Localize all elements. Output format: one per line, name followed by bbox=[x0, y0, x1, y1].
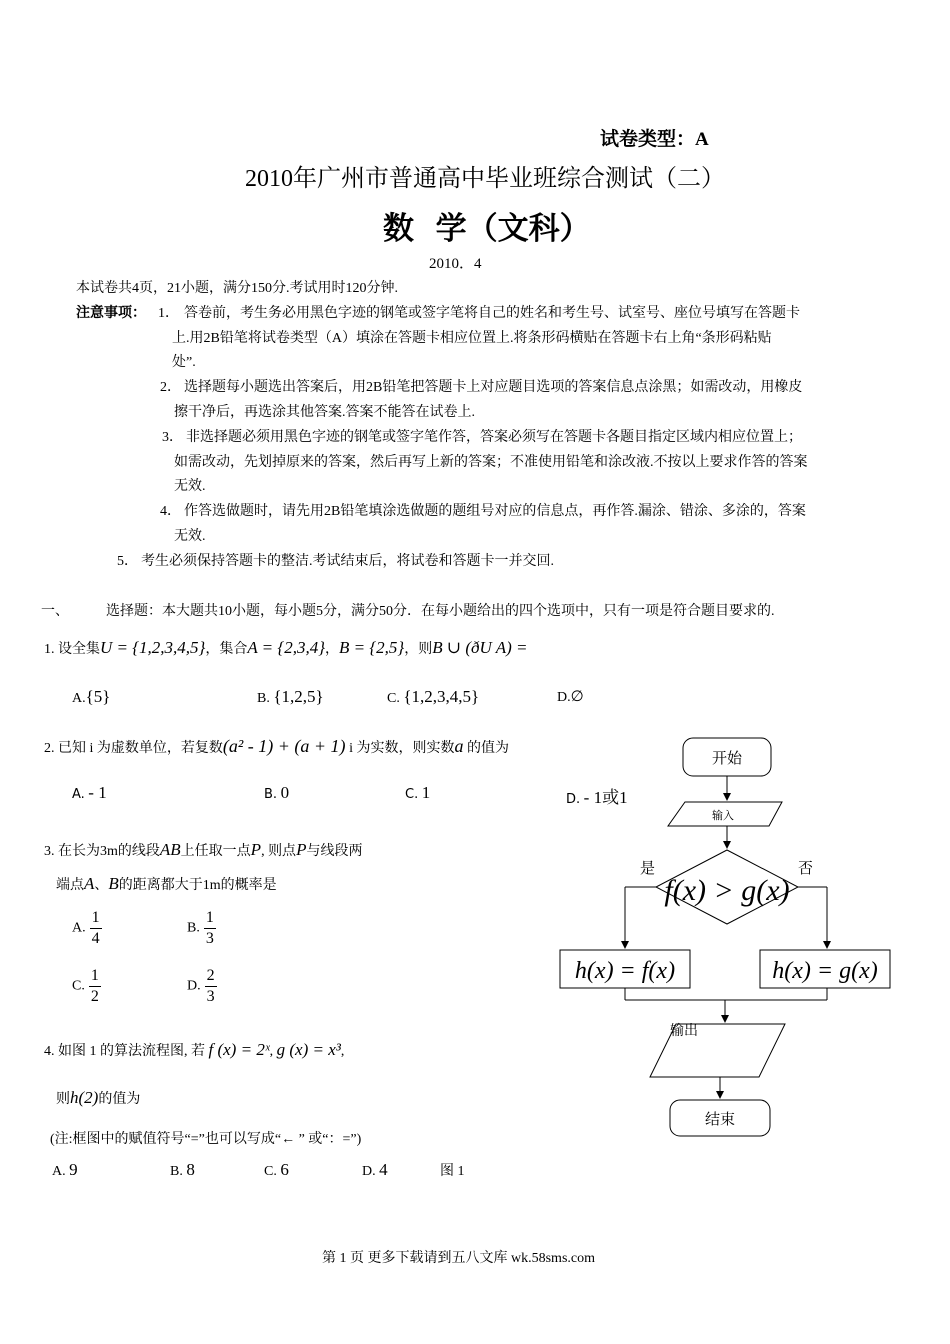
q1-text: 1. 设全集 bbox=[44, 642, 100, 657]
q3-point: P bbox=[250, 840, 262, 859]
q3-option-c bbox=[72, 968, 101, 1005]
q1-option-b bbox=[257, 687, 324, 707]
q1-option-c bbox=[387, 687, 479, 707]
note-2-number: 2． bbox=[160, 380, 181, 395]
q3-segment: AB bbox=[159, 840, 181, 859]
option-value: 0 bbox=[280, 783, 290, 802]
subject-title: 数 学（文科） bbox=[383, 211, 591, 247]
option-label: B. bbox=[187, 920, 200, 936]
q1-text: ， bbox=[325, 642, 340, 657]
q4-text: 4. 如图 1 的算法流程图, 若 bbox=[44, 1044, 205, 1059]
note-1-line: 处”. bbox=[172, 355, 196, 370]
option-label: D. bbox=[566, 792, 581, 807]
option-label: A. bbox=[72, 920, 86, 936]
q1-option-a bbox=[72, 687, 110, 707]
option-label: C. bbox=[264, 1164, 277, 1179]
q4-option-d bbox=[362, 1160, 388, 1180]
option-value: 4 bbox=[379, 1160, 388, 1179]
option-label: C. bbox=[405, 787, 419, 802]
note-1-number: 1． bbox=[158, 306, 179, 321]
option-value: ∅ bbox=[570, 689, 584, 705]
section-instructions: 选择题：本大题共10小题，每小题5分，满分50分．在每小题给出的四个选项中，只有一项是符合题目要求的. bbox=[106, 604, 775, 619]
section-number: 一、 bbox=[41, 604, 69, 619]
q2-option-a bbox=[72, 783, 107, 803]
note-1-line: 答卷前，考生务必用黑色字迹的钢笔或签字笔将自己的姓名和考生号、试室号、座位号填写在答题卡 bbox=[184, 306, 800, 321]
option-value: 1 bbox=[421, 783, 431, 802]
q4-g-definition: g (x) = x³ bbox=[276, 1040, 341, 1059]
q1-set-u: U = {1,2,3,4,5} bbox=[100, 638, 206, 657]
note-3-number: 3． bbox=[162, 430, 183, 445]
q4-text: 的值为 bbox=[98, 1092, 141, 1107]
note-5-number: 5． bbox=[117, 554, 138, 569]
q1-text: ，则 bbox=[404, 642, 433, 657]
fraction bbox=[89, 968, 101, 1005]
flowchart-no-label: 否 bbox=[798, 861, 814, 877]
note-3-line: 非选择题必须用黑色字迹的钢笔或签字笔作答，答案必须写在答题卡各题目指定区域内相应位置上； bbox=[186, 430, 802, 445]
note-2-line: 选择题每小题选出答案后，用2B铅笔把答题卡上对应题目选项的答案信息点涂黑；如需改动，用橡皮 bbox=[184, 380, 803, 395]
q1-expression: B ∪ (ðU A) = bbox=[432, 638, 528, 657]
q2-text: 2. 已知 i 为虚数单位，若复数 bbox=[44, 741, 223, 756]
q2-option-b bbox=[264, 783, 289, 803]
flowchart-end-label: 结束 bbox=[704, 1112, 736, 1128]
flowchart-output-label: 输出 bbox=[670, 1024, 698, 1039]
numerator: 1 bbox=[90, 910, 102, 929]
flowchart bbox=[550, 730, 900, 1150]
paper-type-label: 试卷类型：A bbox=[600, 129, 709, 150]
denominator: 4 bbox=[91, 930, 100, 947]
q4-text: , bbox=[340, 1044, 345, 1059]
q4-text: 则 bbox=[56, 1092, 70, 1107]
q3-point: P bbox=[296, 840, 307, 859]
note-3-line: 无效. bbox=[174, 479, 206, 494]
flowchart-assign-g: h(x) = g(x) bbox=[772, 958, 878, 984]
option-label: D. bbox=[557, 690, 571, 705]
note-4-line: 作答选做题时，请先用2B铅笔填涂选做题的题组号对应的信息点，再作答.漏涂、错涂、多涂的，答案 bbox=[184, 504, 806, 519]
q2-text: 的值为 bbox=[466, 741, 509, 756]
q1-set-a: A = {2,3,4} bbox=[247, 638, 326, 657]
q4-f-definition: f (x) = 2ˣ bbox=[208, 1040, 270, 1059]
q3-point: B bbox=[108, 874, 119, 893]
flowchart-start-label: 开始 bbox=[711, 751, 743, 767]
question-1-stem bbox=[44, 638, 528, 658]
question-2-stem bbox=[44, 736, 509, 757]
question-4-line2 bbox=[56, 1088, 140, 1108]
q3-text: 、 bbox=[94, 878, 109, 893]
q3-text: 的距离都大于1m的概率是 bbox=[118, 878, 277, 893]
note-5-line: 考生必须保持答题卡的整洁.考试结束后，将试卷和答题卡一并交回. bbox=[141, 554, 554, 569]
option-value: 9 bbox=[69, 1160, 78, 1179]
denominator: 3 bbox=[206, 988, 215, 1005]
exam-intro: 本试卷共4页，21小题，满分150分.考试用时120分钟. bbox=[76, 281, 398, 296]
note-2-line: 擦干净后，再选涂其他答案.答案不能答在试卷上. bbox=[174, 405, 475, 420]
q3-text: , 则点 bbox=[261, 844, 297, 859]
q3-option-a bbox=[72, 910, 102, 947]
q1-text: ，集合 bbox=[205, 642, 248, 657]
q4-option-c bbox=[264, 1160, 289, 1180]
figure-caption: 图 1 bbox=[440, 1164, 465, 1179]
denominator: 3 bbox=[205, 930, 214, 947]
option-value: {1,2,3,4,5} bbox=[403, 687, 480, 706]
option-label: B. bbox=[257, 691, 270, 706]
note-4-line: 无效. bbox=[174, 529, 206, 544]
option-value: {1,2,5} bbox=[273, 687, 324, 706]
note-1-line: 上.用2B铅笔将试卷类型（A）填涂在答题卡相应位置上.将条形码横贴在答题卡右上角“条形码粘贴 bbox=[172, 331, 772, 346]
note-3-line: 如需改动，先划掉原来的答案，然后再写上新的答案；不准使用铅笔和涂改液.不按以上要求作答的答案 bbox=[174, 455, 808, 470]
notes-label: 注意事项： bbox=[76, 306, 146, 321]
option-value: - 1或1 bbox=[583, 788, 628, 807]
q2-variable: a bbox=[454, 736, 464, 756]
flowchart-yes-label: 是 bbox=[640, 861, 656, 877]
q4-option-a bbox=[52, 1160, 78, 1180]
option-label: D. bbox=[187, 978, 201, 994]
exam-date: 2010．4 bbox=[429, 256, 482, 272]
fraction bbox=[204, 910, 216, 947]
option-value: {5} bbox=[85, 687, 111, 706]
q3-option-d bbox=[187, 968, 217, 1005]
question-4-stem bbox=[44, 1040, 344, 1060]
q3-text: 3. 在长为3m的线段 bbox=[44, 844, 160, 859]
q3-point: A bbox=[84, 874, 95, 893]
q2-expression: (a² - 1) + (a + 1) bbox=[222, 736, 346, 756]
q4-option-b bbox=[170, 1160, 195, 1180]
option-value: - 1 bbox=[88, 783, 107, 802]
q1-set-b: B = {2,5} bbox=[339, 638, 405, 657]
question-3-stem-line1 bbox=[44, 840, 362, 860]
denominator: 2 bbox=[90, 988, 99, 1005]
option-label: D. bbox=[362, 1164, 376, 1179]
note-4-number: 4． bbox=[160, 504, 181, 519]
q3-text: 上任取一点 bbox=[180, 844, 251, 859]
q3-text: 与线段两 bbox=[306, 844, 363, 859]
q3-text: 端点 bbox=[56, 878, 84, 893]
flowchart-condition: f(x) > g(x) bbox=[664, 874, 790, 907]
option-label: A. bbox=[72, 787, 85, 802]
option-label: A. bbox=[52, 1164, 66, 1179]
numerator: 1 bbox=[204, 910, 216, 929]
fraction bbox=[205, 968, 217, 1005]
flowchart-assign-f: h(x) = f(x) bbox=[574, 958, 676, 984]
flowchart-input-label: 输入 bbox=[712, 810, 734, 822]
q4-note: (注:框图中的赋值符号“=”也可以写成“← ” 或“：=”) bbox=[50, 1132, 362, 1147]
option-label: B. bbox=[170, 1164, 183, 1179]
option-value: 6 bbox=[280, 1160, 289, 1179]
q3-option-b bbox=[187, 910, 216, 947]
q2-option-c bbox=[405, 783, 430, 803]
numerator: 1 bbox=[89, 968, 101, 987]
option-label: B. bbox=[264, 787, 278, 802]
exam-title: 2010年广州市普通高中毕业班综合测试（二） bbox=[245, 166, 725, 192]
q4-h-of-2: h(2) bbox=[70, 1088, 99, 1107]
option-value: 8 bbox=[186, 1160, 195, 1179]
q4-text: , bbox=[269, 1044, 274, 1059]
question-3-stem-line2 bbox=[56, 874, 277, 894]
q2-text: i 为实数，则实数 bbox=[349, 741, 455, 756]
fraction bbox=[90, 910, 102, 947]
page-footer: 第 1 页 更多下载请到五八文库 wk.58sms.com bbox=[322, 1251, 595, 1266]
q1-option-d bbox=[557, 687, 584, 706]
numerator: 2 bbox=[205, 968, 217, 987]
option-label: A. bbox=[72, 691, 86, 706]
option-label: C. bbox=[387, 691, 400, 706]
option-label: C. bbox=[72, 978, 85, 994]
